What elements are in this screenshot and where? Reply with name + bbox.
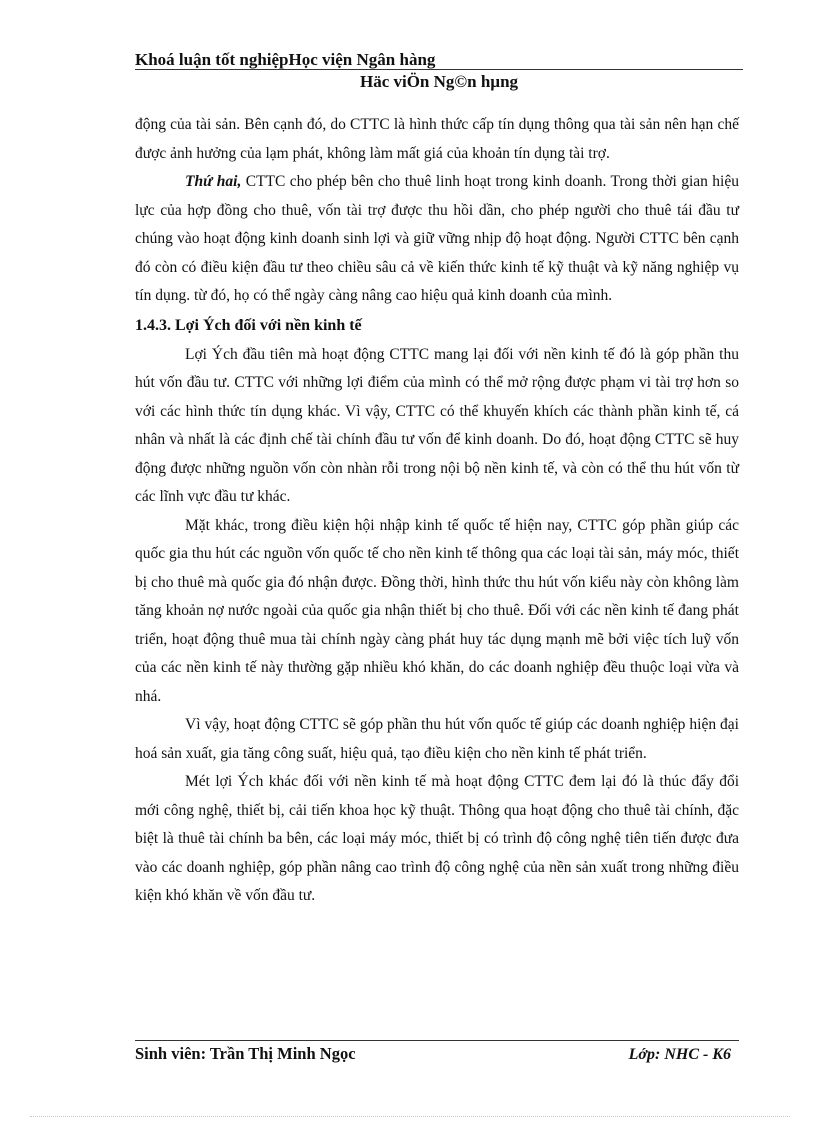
footer	[135, 1044, 739, 1070]
paragraph-4: Mặt khác, trong điều kiện hội nhập kinh tế quốc tế hiện nay, CTTC góp phần giúp các quốc gia thu hút các nguồn vốn quốc tế cho nền kinh tế thông qua các loại tài sản, máy móc, thiết bị cho thuê mà quốc gia đó nhận được. Đồng thời, hình thức thu hút vốn kiểu này còn không làm tăng khoản nợ nước ngoài của quốc gia nhận thiết bị cho thuê. Đối với các nền kinh tế đang phát triển, hoạt động thuê mua tài chính ngày càng phát huy tác dụng mạnh mẽ bởi việc tích luỹ vốn của các nền kinh tế này thường gặp nhiều khó khăn, do các doanh nghiệp đều thuộc loại vừa và nhá.	[135, 516, 739, 705]
paragraph-6: Mét lợi Ých khác đối với nền kinh tế mà hoạt động CTTC đem lại đó là thúc đẩy đổi mới công nghệ, thiết bị, cải tiến khoa học kỹ thuật. Thông qua hoạt động cho thuê tài chính, đặc biệt là thuê tài chính ba bên, các loại máy móc, thiết bị có trình độ công nghệ tiên tiến được đưa vào các doanh nghiệp, góp phần nâng cao trình độ công nghệ của nền sản xuất trong những điều kiện khó khăn về vốn đầu tư.	[135, 773, 739, 904]
paragraph-2-text: CTTC cho phép bên cho thuê linh hoạt trong kinh doanh. Trong thời gian hiệu lực của hợp đồng cho thuê, vốn tài trợ được thu hồi dần, cho phép người cho thuê tái đầu tư chúng vào hoạt động kinh doanh sinh lợi và giữ vững nhịp độ hoạt động. Người CTTC bên cạnh đó còn có điều kiện đầu tư theo chiều sâu cả về kiến thức kinh tế kỹ thuật và kỹ năng nghiệp vụ tín dụng. từ đó, họ có thể ngày càng nâng cao hiệu quả kinh doanh của mình.	[135, 173, 739, 304]
paragraph-1: động của tài sản. Bên cạnh đó, do CTTC là hình thức cấp tín dụng thông qua tài sản nên hạn chế được ảnh hưởng của lạm phát, không làm mất giá của khoản tín dụng tài trợ.	[135, 116, 739, 162]
header-title: Khoá luận tốt nghiệpHọc viện Ngân hàng	[135, 50, 436, 69]
page-bottom-dotted-line	[30, 1116, 790, 1117]
footer-student: Sinh viên: Trần Thị Minh Ngọc	[135, 1044, 356, 1063]
paragraph-2	[135, 168, 739, 311]
paragraph-2-lead: Thứ hai,	[185, 173, 242, 190]
footer-class: Lớp: NHC - K6	[628, 1046, 731, 1063]
paragraph-5: Vì vậy, hoạt động CTTC sẽ góp phần thu hút vốn quốc tế giúp các doanh nghiệp hiện đại hoá sản xuất, gia tăng công suất, hiệu quả, tạo điều kiện cho nền kinh tế phát triển.	[135, 716, 739, 762]
document-body	[135, 111, 739, 911]
header-divider	[135, 69, 743, 70]
paragraph-3: Lợi Ých đầu tiên mà hoạt động CTTC mang lại đối với nền kinh tế đó là góp phần thu hút vốn đầu tư. CTTC với những lợi điểm của mình có thể mở rộng được phạm vi tài trợ hơn so với các hình thức tín dụng khác. Vì vậy, CTTC có thể khuyến khích các thành phần kinh tế, cá nhân và nhất là các định chế tài chính đầu tư vốn để kinh doanh. Do đó, hoạt động CTTC sẽ huy động được những nguồn vốn còn nhàn rỗi trong nội bộ nền kinh tế, và còn có thể thu hút vốn từ các lĩnh vực đầu tư khác.	[135, 345, 739, 505]
footer-divider	[135, 1040, 739, 1041]
header-subtitle: Häc viÖn Ng©n hµng	[359, 72, 519, 91]
section-heading: 1.4.3. Lợi Ých đối với nền kinh tế	[135, 316, 362, 334]
